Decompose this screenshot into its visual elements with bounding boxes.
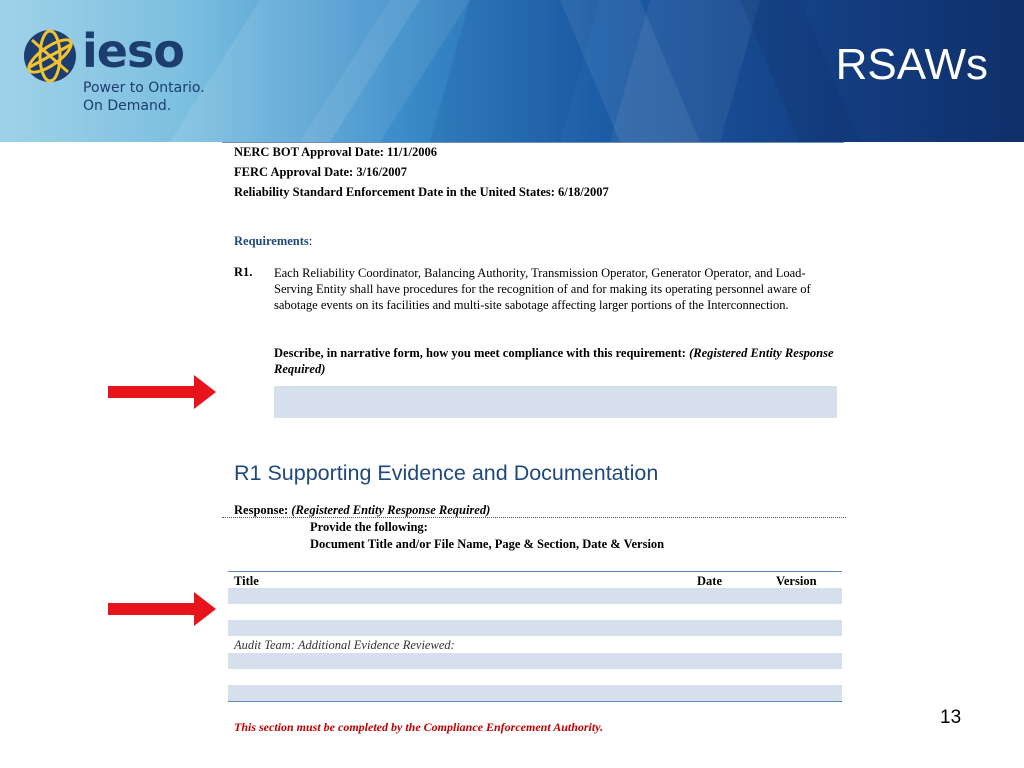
red-arrow-icon [108, 375, 216, 409]
requirement-text: Each Reliability Coordinator, Balancing Authority, Transmission Operator, Generator Operator, and Load-Serving Entity shall have procedures for the recognition of and for making its operating personnel aware of sabotage events on its facilities and multi-site sabotage affecting larger portions of the Interconnection. [274, 266, 811, 312]
evidence-heading: R1 Supporting Evidence and Documentation [234, 461, 659, 485]
requirement-number: R1. [234, 265, 253, 279]
column-header-version: Version [776, 574, 817, 588]
logo-tagline-2: On Demand. [83, 98, 172, 114]
evidence-table-row[interactable] [228, 620, 842, 636]
slide-title: RSAWs [835, 40, 988, 89]
provide-instructions [310, 519, 664, 553]
evidence-table-bottom-rule [228, 701, 842, 702]
narrative-response-field[interactable] [274, 386, 837, 418]
audit-team-label: Audit Team: Additional Evidence Reviewed: [234, 638, 455, 652]
audit-evidence-row[interactable] [228, 685, 842, 701]
rsaw-document-excerpt [222, 142, 844, 742]
describe-response-required: (Registered Entity Response Required) [274, 346, 834, 376]
describe-instruction-text: Describe, in narrative form, how you meet compliance with this requirement: [274, 346, 690, 360]
ieso-logo [18, 22, 238, 122]
nerc-bot-approval-date: NERC BOT Approval Date: 11/1/2006 [234, 145, 438, 159]
response-line [234, 503, 490, 518]
globe-icon [22, 28, 78, 84]
response-required-note: (Registered Entity Response Required) [291, 503, 491, 517]
requirements-label: Requirements [234, 234, 309, 248]
column-header-title: Title [234, 574, 259, 588]
cea-completion-note: This section must be completed by the Compliance Enforcement Authority. [234, 720, 604, 734]
provide-line-2: Document Title and/or File Name, Page & Section, Date & Version [310, 537, 665, 551]
audit-evidence-row[interactable] [228, 653, 842, 669]
red-arrow-icon [108, 592, 216, 626]
document-top-rule [222, 142, 844, 143]
page-number: 13 [940, 707, 962, 728]
logo-wordmark: ieso [82, 24, 184, 78]
response-label: Response: [234, 503, 292, 517]
provide-line-1: Provide the following: [310, 520, 428, 534]
evidence-table-top-rule [228, 571, 842, 572]
dotted-divider [222, 517, 846, 518]
ferc-approval-date: FERC Approval Date: 3/16/2007 [234, 165, 408, 179]
column-header-date: Date [697, 574, 722, 588]
evidence-table-row[interactable] [228, 588, 842, 604]
requirements-colon: : [308, 234, 313, 248]
logo-tagline-1: Power to Ontario. [83, 80, 205, 96]
enforcement-date: Reliability Standard Enforcement Date in the United States: 6/18/2007 [234, 185, 609, 199]
header-banner [0, 0, 1024, 142]
requirements-heading [234, 234, 312, 249]
describe-instruction [274, 345, 836, 377]
